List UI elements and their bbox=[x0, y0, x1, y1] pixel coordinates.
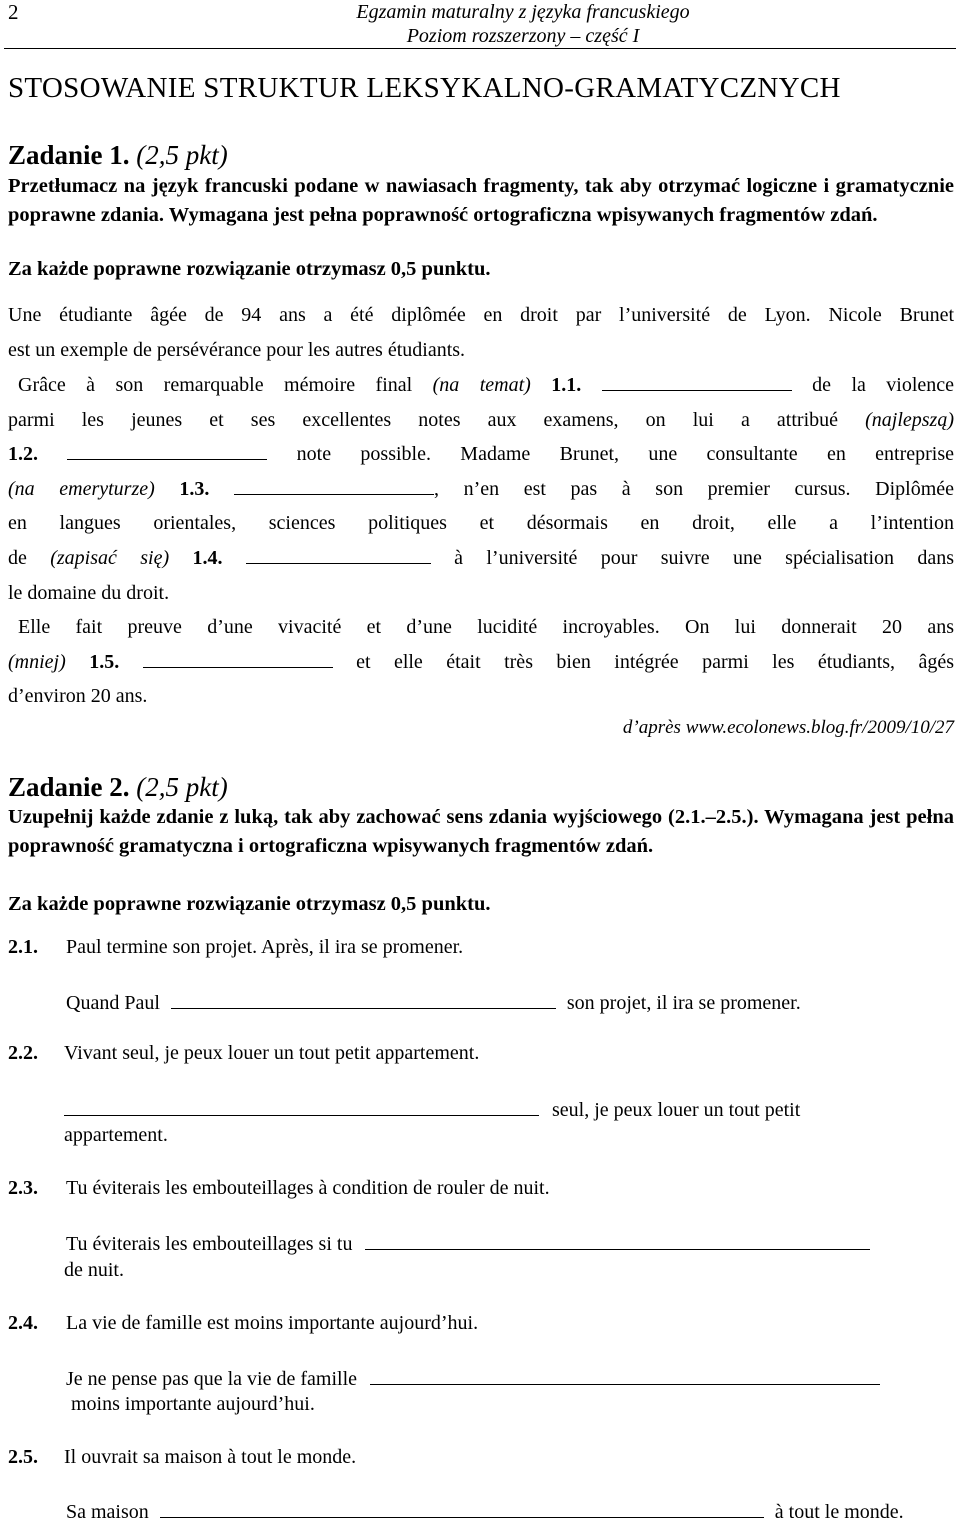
gap-number-1-2: 1.2. bbox=[8, 443, 38, 465]
task1-heading bbox=[8, 140, 228, 171]
task2-heading bbox=[8, 772, 228, 803]
item-sentence: Vivant seul, je peux louer un tout petit appartement. bbox=[64, 1042, 480, 1064]
task2-scoring: Za każde poprawne rozwiązanie otrzymasz 0,5 punktu. bbox=[8, 893, 491, 915]
section-title: STOSOWANIE STRUKTUR LEKSYKALNO-GRAMATYCZNYCH bbox=[8, 72, 841, 104]
item-prompt: seul, je peux louer un tout petit bbox=[64, 1095, 800, 1122]
task1-title: Zadanie 1. bbox=[8, 140, 130, 170]
item-prompt: Tu éviterais les embouteillages si tu bbox=[66, 1229, 870, 1256]
source-citation: d’après www.ecolonews.blog.fr/2009/10/27 bbox=[622, 717, 954, 738]
hint-1-2: (najlepszą) bbox=[865, 409, 954, 431]
item-prompt-continued: moins importante aujourd’hui. bbox=[66, 1393, 315, 1415]
header-line-1: Egzamin maturalny z języka francuskiego bbox=[356, 1, 690, 23]
gap-2-3[interactable] bbox=[365, 1229, 870, 1250]
hint-1-1: (na temat) bbox=[432, 374, 531, 396]
task1-line: 1.2. note possible. Madame Brunet, une consultante en entreprise bbox=[8, 437, 954, 472]
task1-line: Grâce à son remarquable mémoire final (na temat) 1.1. de la violence bbox=[18, 368, 954, 403]
gap-2-2[interactable] bbox=[64, 1095, 539, 1116]
gap-2-5[interactable] bbox=[160, 1497, 764, 1518]
item-number: 2.3. bbox=[8, 1177, 38, 1199]
gap-number-1-5: 1.5. bbox=[89, 651, 120, 673]
gap-number-1-1: 1.1. bbox=[551, 374, 582, 396]
item-number: 2.2. bbox=[8, 1042, 38, 1064]
gap-1-4[interactable] bbox=[246, 543, 431, 564]
task1-line: de (zapisać się) 1.4. à l’université pour suivre une spécialisation dans bbox=[8, 541, 954, 576]
item-sentence: Paul termine son projet. Après, il ira se promener. bbox=[66, 936, 464, 958]
gap-number-1-4: 1.4. bbox=[192, 547, 223, 569]
task1-instruction: Przetłumacz na język francuski podane w nawiasach fragmenty, tak aby otrzymać logiczne i gramatycznie poprawne zdania. Wymagana jest pełna poprawność ortograficzna wpisywanych fragmentów zdań. bbox=[8, 175, 954, 226]
hint-1-5: (mniej) bbox=[8, 651, 66, 673]
gap-1-3[interactable] bbox=[234, 474, 434, 495]
hint-1-3: (na emeryturze) bbox=[8, 478, 155, 500]
task1-line: (na emeryturze) 1.3. , n’en est pas à son premier cursus. Diplômée bbox=[8, 472, 954, 507]
item-sentence: Tu éviterais les embouteillages à condition de rouler de nuit. bbox=[66, 1177, 550, 1199]
item-number: 2.5. bbox=[8, 1446, 38, 1468]
header-line-2: Poziom rozszerzony – część I bbox=[406, 25, 640, 47]
gap-1-1[interactable] bbox=[602, 370, 792, 391]
task1-line: parmi les jeunes et ses excellentes notes aux examens, on lui a attribué (najlepszą) bbox=[8, 409, 954, 431]
running-header bbox=[250, 0, 796, 48]
task1-line: Une étudiante âgée de 94 ans a été diplômée en droit par l’université de Lyon. Nicole Brunet bbox=[8, 304, 954, 326]
gap-2-1[interactable] bbox=[171, 988, 556, 1009]
gap-1-2[interactable] bbox=[67, 439, 267, 460]
task1-line: le domaine du droit. bbox=[8, 582, 170, 604]
task2-instruction: Uzupełnij każde zdanie z luką, tak aby zachować sens zdania wyjściowego (2.1.–2.5.). Wymagana jest pełna poprawność gramatyczna i ortograficzna wpisywanych fragmentów zdań. bbox=[8, 806, 954, 857]
item-prompt-continued: de nuit. bbox=[64, 1259, 124, 1281]
gap-1-5[interactable] bbox=[143, 647, 333, 668]
item-prompt: Je ne pense pas que la vie de famille bbox=[66, 1364, 880, 1391]
item-prompt-continued: appartement. bbox=[64, 1124, 168, 1146]
task1-line: Elle fait preuve d’une vivacité et d’une lucidité incroyables. On lui donnerait 20 ans bbox=[18, 616, 954, 638]
item-prompt: Quand Paul son projet, il ira se promener. bbox=[66, 988, 801, 1015]
task1-line: en langues orientales, sciences politiques et désormais en droit, elle a l’intention bbox=[8, 512, 954, 534]
gap-2-4[interactable] bbox=[370, 1364, 880, 1385]
task1-line: (mniej) 1.5. et elle était très bien intégrée parmi les étudiants, âgés bbox=[8, 645, 954, 680]
task2-title: Zadanie 2. bbox=[8, 772, 130, 802]
item-number: 2.4. bbox=[8, 1312, 38, 1334]
gap-number-1-3: 1.3. bbox=[179, 478, 210, 500]
page-number: 2 bbox=[8, 0, 19, 24]
item-number: 2.1. bbox=[8, 936, 38, 958]
task1-points: (2,5 pkt) bbox=[136, 140, 228, 170]
task1-scoring: Za każde poprawne rozwiązanie otrzymasz 0,5 punktu. bbox=[8, 258, 491, 280]
hint-1-4: (zapisać się) bbox=[50, 547, 170, 569]
item-sentence: Il ouvrait sa maison à tout le monde. bbox=[64, 1446, 357, 1468]
item-prompt: Sa maison à tout le monde. bbox=[66, 1497, 904, 1524]
task1-line: d’environ 20 ans. bbox=[8, 685, 148, 707]
task2-points: (2,5 pkt) bbox=[136, 772, 228, 802]
item-sentence: La vie de famille est moins importante aujourd’hui. bbox=[66, 1312, 479, 1334]
task1-line: est un exemple de persévérance pour les autres étudiants. bbox=[8, 339, 466, 361]
header-divider bbox=[4, 48, 956, 49]
